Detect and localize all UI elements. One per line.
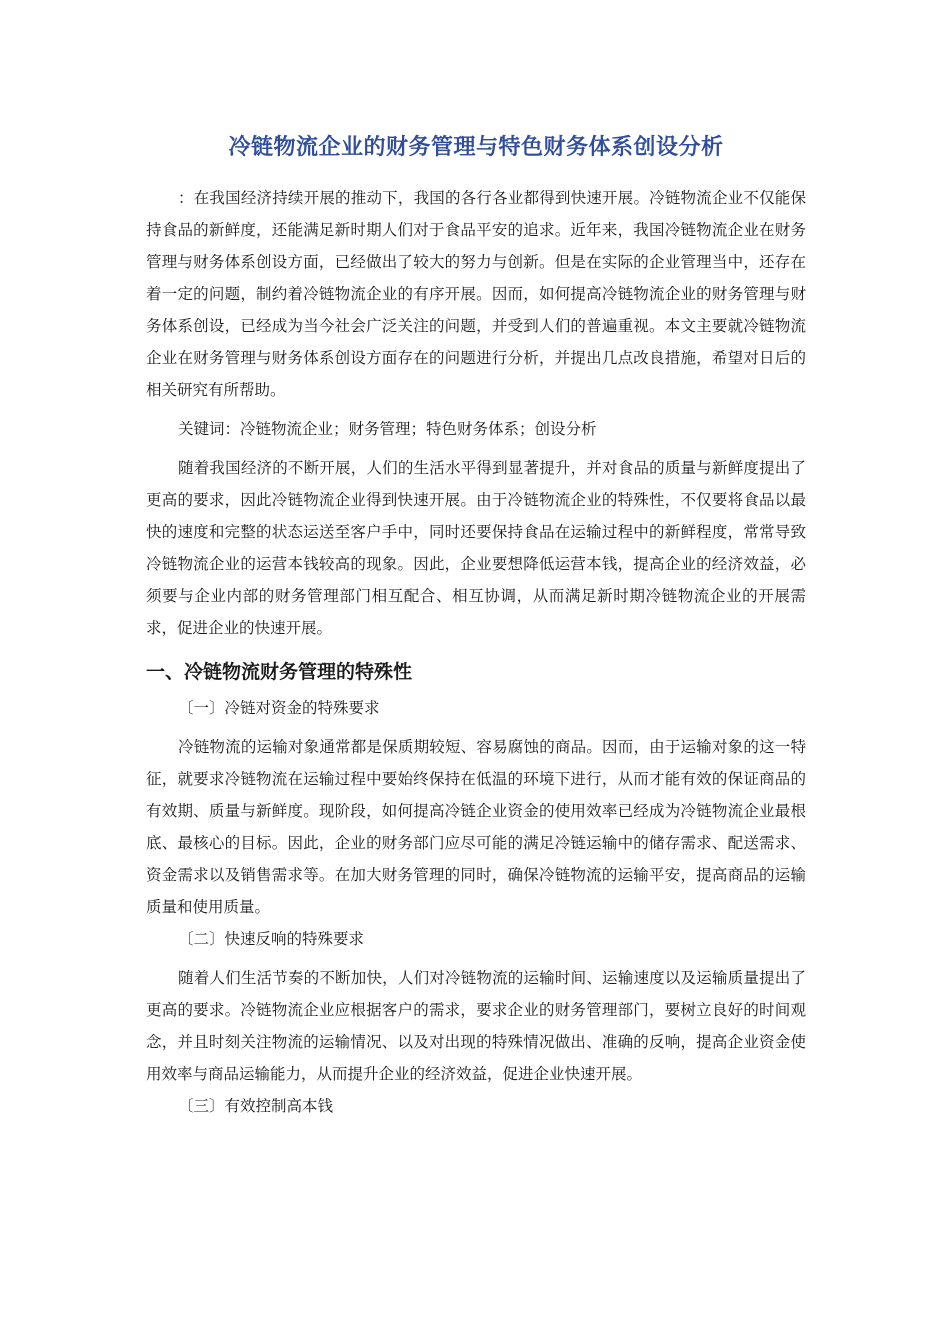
subsection-3-heading: 〔三〕有效控制高本钱 (178, 1097, 334, 1115)
intro-paragraph: 随着我国经济的不断开展，人们的生活水平得到显著提升，并对食品的质量与新鲜度提出了更高的要求，因此冷链物流企业得到快速开展。由于冷链物流企业的特殊性，不仅要将食品以最快的速度和完整的状态运送至客户手中，同时还要保持食品在运输过程中的新鲜程度，常常导致冷链物流企业的运营本钱较高的现象。因此，企业要想降低运营本钱，提高企业的经济效益，必须要与企业内部的财务管理部门相互配合、相互协调，从而满足新时期冷链物流企业的开展需求，促进企业的快速开展。 (146, 459, 806, 637)
abstract-paragraph: ：在我国经济持续开展的推动下，我国的各行各业都得到快速开展。冷链物流企业不仅能保持食品的新鲜度，还能满足新时期人们对于食品平安的追求。近年来，我国冷链物流企业在财务管理与财务体系创设方面，已经做出了较大的努力与创新。但是在实际的企业管理当中，还存在着一定的问题，制约着冷链物流企业的有序开展。因而，如何提高冷链物流企业的财务管理与财务体系创设，已经成为当今社会广泛关注的问题，并受到人们的普遍重视。本文主要就冷链物流企业在财务管理与财务体系创设方面存在的问题进行分析，并提出几点改良措施，希望对日后的相关研究有所帮助。 (146, 189, 806, 399)
subsection-1-heading: 〔一〕冷链对资金的特殊要求 (178, 699, 380, 717)
subsection-2-paragraph: 随着人们生活节奏的不断加快，人们对冷链物流的运输时间、运输速度以及运输质量提出了更高的要求。冷链物流企业应根据客户的需求，要求企业的财务管理部门，要树立良好的时间观念，并且时刻关注物流的运输情况、以及对出现的特殊情况做出、准确的反响，提高企业资金使用效率与商品运输能力，从而提升企业的经济效益，促进企业快速开展。 (146, 969, 806, 1083)
section-1-heading: 一、冷链物流财务管理的特殊性 (146, 661, 413, 683)
document-title: 冷链物流企业的财务管理与特色财务体系创设分析 (228, 135, 724, 160)
subsection-2-heading: 〔二〕快速反响的特殊要求 (178, 930, 365, 948)
keywords-line: 关键词：冷链物流企业；财务管理；特色财务体系；创设分析 (178, 420, 597, 438)
subsection-1-paragraph: 冷链物流的运输对象通常都是保质期较短、容易腐蚀的商品。因而，由于运输对象的这一特征，就要求冷链物流在运输过程中要始终保持在低温的环境下进行，从而才能有效的保证商品的有效期、质量与新鲜度。现阶段，如何提高冷链企业资金的使用效率已经成为冷链物流企业最根底、最核心的目标。因此，企业的财务部门应尽可能的满足冷链运输中的储存需求、配送需求、资金需求以及销售需求等。在加大财务管理的同时，确保冷链物流的运输平安，提高商品的运输质量和使用质量。 (146, 738, 806, 916)
document-page (146, 128, 806, 1122)
